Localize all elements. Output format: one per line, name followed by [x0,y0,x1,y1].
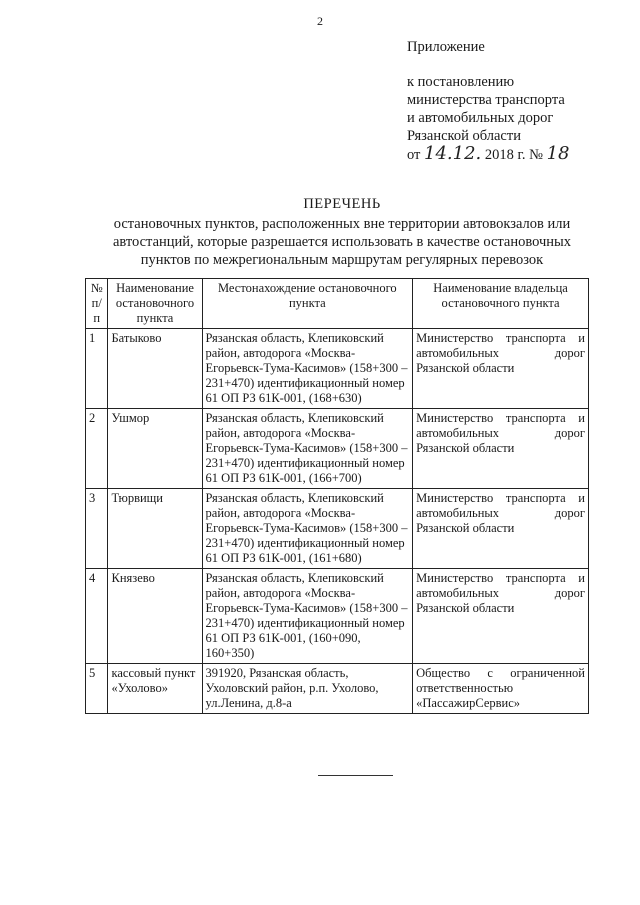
appendix-title: Приложение [407,39,485,55]
footer-divider [318,775,393,776]
row-number: 2 [86,409,108,489]
header-owner: Наименование владельца остановочного пункта [413,279,589,329]
row-location: Рязанская область, Клепиковский район, автодорога «Москва-Егорьевск-Тума-Касимов» (158+300 – 231+470) идентификационный номер 61 ОП РЗ 61К-001, (161+680) [202,489,413,569]
row-stop-name: Князево [108,569,202,664]
stops-table [85,278,589,714]
appendix-date-line [407,145,569,164]
row-stop-name: Ушмор [108,409,202,489]
row-location: Рязанская область, Клепиковский район, автодорога «Москва-Егорьевск-Тума-Касимов» (158+300 – 231+470) идентификационный номер 61 ОП РЗ 61К-001, (168+630) [202,329,413,409]
document-title: ПЕРЕЧЕНЬ [303,196,381,212]
header-location: Местонахождение остановочного пункта [202,279,413,329]
year-text: 2018 г. № [484,147,543,163]
table-row [86,409,589,489]
table-row [86,329,589,409]
date-prefix: от [407,147,421,163]
document-subtitle: остановочных пунктов, расположенных вне территории автовокзалов или автостанций, которые разрешается использовать в качестве остановочных пунктов по межрегиональным маршрутам регулярных перевозок [112,216,572,268]
row-owner: Общество с ограниченной ответственностью «ПассажирСервис» [413,664,589,714]
row-owner: Министерство транспорта и автомобильных дорог Рязанской области [413,569,589,664]
row-stop-name: Батыково [108,329,202,409]
table-row [86,569,589,664]
page-number: 2 [317,14,323,28]
row-stop-name: Тюрвищи [108,489,202,569]
appendix-line: и автомобильных дорог [407,110,554,126]
appendix-block [407,38,569,164]
row-number: 5 [86,664,108,714]
table-row [86,489,589,569]
table-header-row [86,279,589,329]
row-stop-name: кассовый пункт «Ухолово» [108,664,202,714]
row-number: 1 [86,329,108,409]
header-stop-name: Наименование остановочного пункта [108,279,202,329]
appendix-line: министерства транспорта [407,92,565,108]
header-number: № п/п [86,279,108,329]
row-number: 4 [86,569,108,664]
row-owner: Министерство транспорта и автомобильных дорог Рязанской области [413,329,589,409]
row-location: 391920, Рязанская область, Ухоловский район, р.п. Ухолово, ул.Ленина, д.8-а [202,664,413,714]
row-number: 3 [86,489,108,569]
table-row [86,664,589,714]
row-owner: Министерство транспорта и автомобильных дорог Рязанской области [413,489,589,569]
document-heading [100,195,584,269]
row-location: Рязанская область, Клепиковский район, автодорога «Москва-Егорьевск-Тума-Касимов» (158+300 – 231+470) идентификационный номер 61 ОП РЗ 61К-001, (160+090, 160+350) [202,569,413,664]
handwritten-number: 18 [546,143,570,164]
handwritten-date: 14.12. [424,143,482,164]
appendix-line: Рязанской области [407,128,521,144]
appendix-line: к постановлению [407,74,515,90]
row-owner: Министерство транспорта и автомобильных дорог Рязанской области [413,409,589,489]
row-location: Рязанская область, Клепиковский район, автодорога «Москва-Егорьевск-Тума-Касимов» (158+300 – 231+470) идентификационный номер 61 ОП РЗ 61К-001, (166+700) [202,409,413,489]
